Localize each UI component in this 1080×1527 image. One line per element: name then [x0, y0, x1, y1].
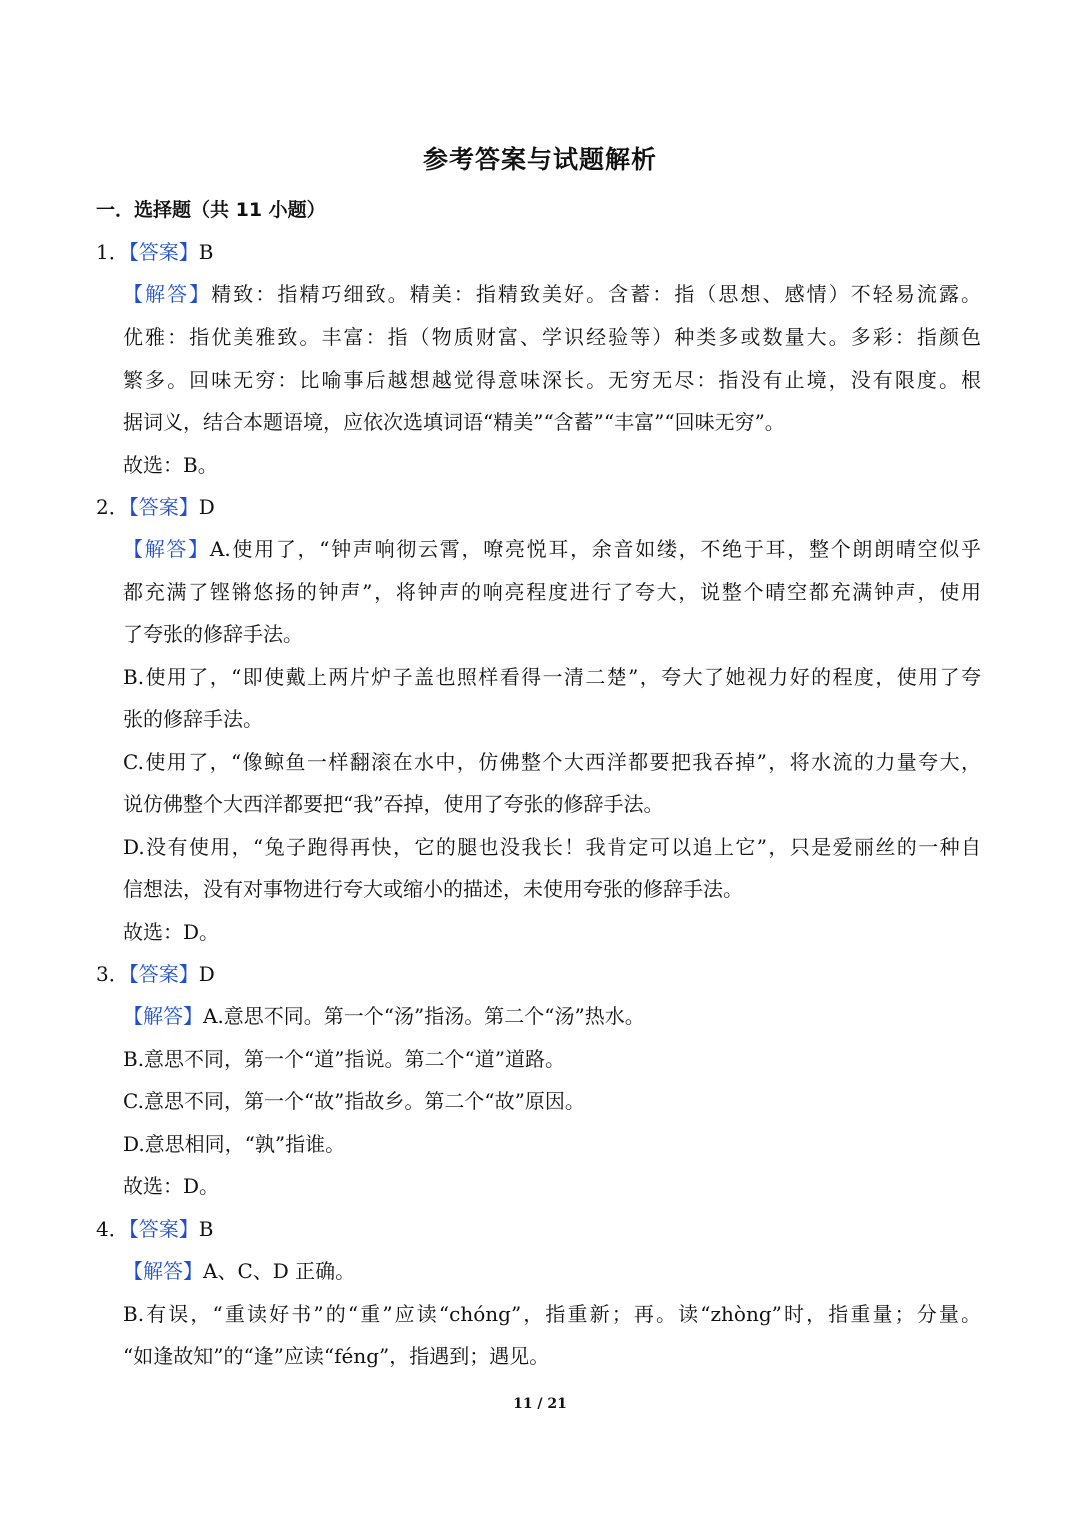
section-heading: 一．选择题（共 11 小题）: [96, 199, 326, 221]
analysis-label: 【解答】: [123, 282, 212, 306]
analysis-label: 【解答】: [123, 537, 210, 561]
q1-analysis-line-1: [123, 280, 981, 308]
q1-number: 1．: [96, 240, 129, 264]
q3-conclusion: 故选：D。: [123, 1174, 220, 1198]
q2-analysis-line-6: C.使用了，“像鲸鱼一样翻滚在水中，仿佛整个大西洋都要把我吞掉”，将水流的力量夸大，: [123, 750, 981, 774]
q1-answer-line: [96, 238, 213, 266]
q1-text: 精致：指精巧细致。精美：指精致美好。含蓄：指（思想、感情）不轻易流露。: [211, 282, 982, 306]
q3-analysis-line-4: D.意思相同，“孰”指谁。: [123, 1132, 346, 1156]
q2-analysis-line-3: 了夸张的修辞手法。: [123, 622, 303, 646]
analysis-label: 【解答】: [123, 1004, 203, 1028]
q2-analysis-line-4: B.使用了，“即使戴上两片炉子盖也照样看得一清二楚”，夸大了她视力好的程度，使用了夸: [123, 665, 981, 689]
q3-analysis-line-3: C.意思不同，第一个“故”指故乡。第二个“故”原因。: [123, 1089, 585, 1113]
answer-label: 【答案】: [128, 1217, 199, 1241]
answer-label: 【答案】: [128, 240, 199, 264]
analysis-label: 【解答】: [123, 1259, 203, 1283]
q1-analysis-line-3: 繁多。回味无穷：比喻事后越想越觉得意味深长。无穷无尽：指没有止境，没有限度。根: [123, 368, 981, 392]
q2-answer: D: [198, 495, 215, 519]
q4-analysis-line-1: [123, 1257, 355, 1285]
q2-answer-line: [96, 493, 215, 521]
q4-answer-line: [96, 1215, 213, 1243]
q2-analysis-line-5: 张的修辞手法。: [123, 707, 263, 731]
page-title: 参考答案与试题解析: [422, 145, 657, 174]
q2-conclusion: 故选：D。: [123, 920, 220, 944]
q4-number: 4．: [96, 1217, 129, 1241]
q1-analysis-line-4: 据词义，结合本题语境，应依次选填词语“精美”“含蓄”“丰富”“回味无穷”。: [123, 410, 785, 434]
q2-analysis-line-1: [123, 535, 981, 563]
q3-analysis-line-2: B.意思不同，第一个“道”指说。第二个“道”道路。: [123, 1047, 565, 1071]
q3-answer: D: [198, 962, 215, 986]
q4-analysis-line-3: “如逢故知”的“逢”应读“féng”，指遇到；遇见。: [123, 1344, 550, 1368]
q3-text: A.意思不同。第一个“汤”指汤。第二个“汤”热水。: [203, 1004, 645, 1028]
q2-number: 2．: [96, 495, 129, 519]
q2-analysis-line-8: D.没有使用，“兔子跑得再快，它的腿也没我长！我肯定可以追上它”，只是爱丽丝的一种自: [123, 835, 981, 859]
q1-analysis-line-2: 优雅：指优美雅致。丰富：指（物质财富、学识经验等）种类多或数量大。多彩：指颜色: [123, 325, 981, 349]
page-number: 11 / 21: [513, 1396, 567, 1412]
q2-analysis-line-9: 信想法，没有对事物进行夸大或缩小的描述，未使用夸张的修辞手法。: [123, 877, 743, 901]
answer-label: 【答案】: [128, 962, 199, 986]
q3-analysis-line-1: [123, 1002, 645, 1030]
q4-analysis-line-2: B.有误，“重读好书”的“重”应读“chóng”，指重新；再。读“zhòng”时，指重量；分量。: [123, 1302, 981, 1326]
q4-answer: B: [198, 1217, 214, 1241]
answer-label: 【答案】: [128, 495, 199, 519]
q3-number: 3．: [96, 962, 129, 986]
q1-conclusion: 故选：B。: [123, 453, 218, 477]
q4-text: A、C、D 正确。: [203, 1259, 356, 1283]
q2-text: A.使用了，“钟声响彻云霄，嘹亮悦耳，余音如缕，不绝于耳，整个朗朗晴空似乎: [209, 537, 982, 561]
q2-analysis-line-2: 都充满了铿锵悠扬的钟声”，将钟声的响亮程度进行了夸大，说整个晴空都充满钟声，使用: [123, 580, 981, 604]
q1-answer: B: [198, 240, 214, 264]
q2-analysis-line-7: 说仿佛整个大西洋都要把“我”吞掉，使用了夸张的修辞手法。: [123, 792, 664, 816]
q3-answer-line: [96, 960, 215, 988]
